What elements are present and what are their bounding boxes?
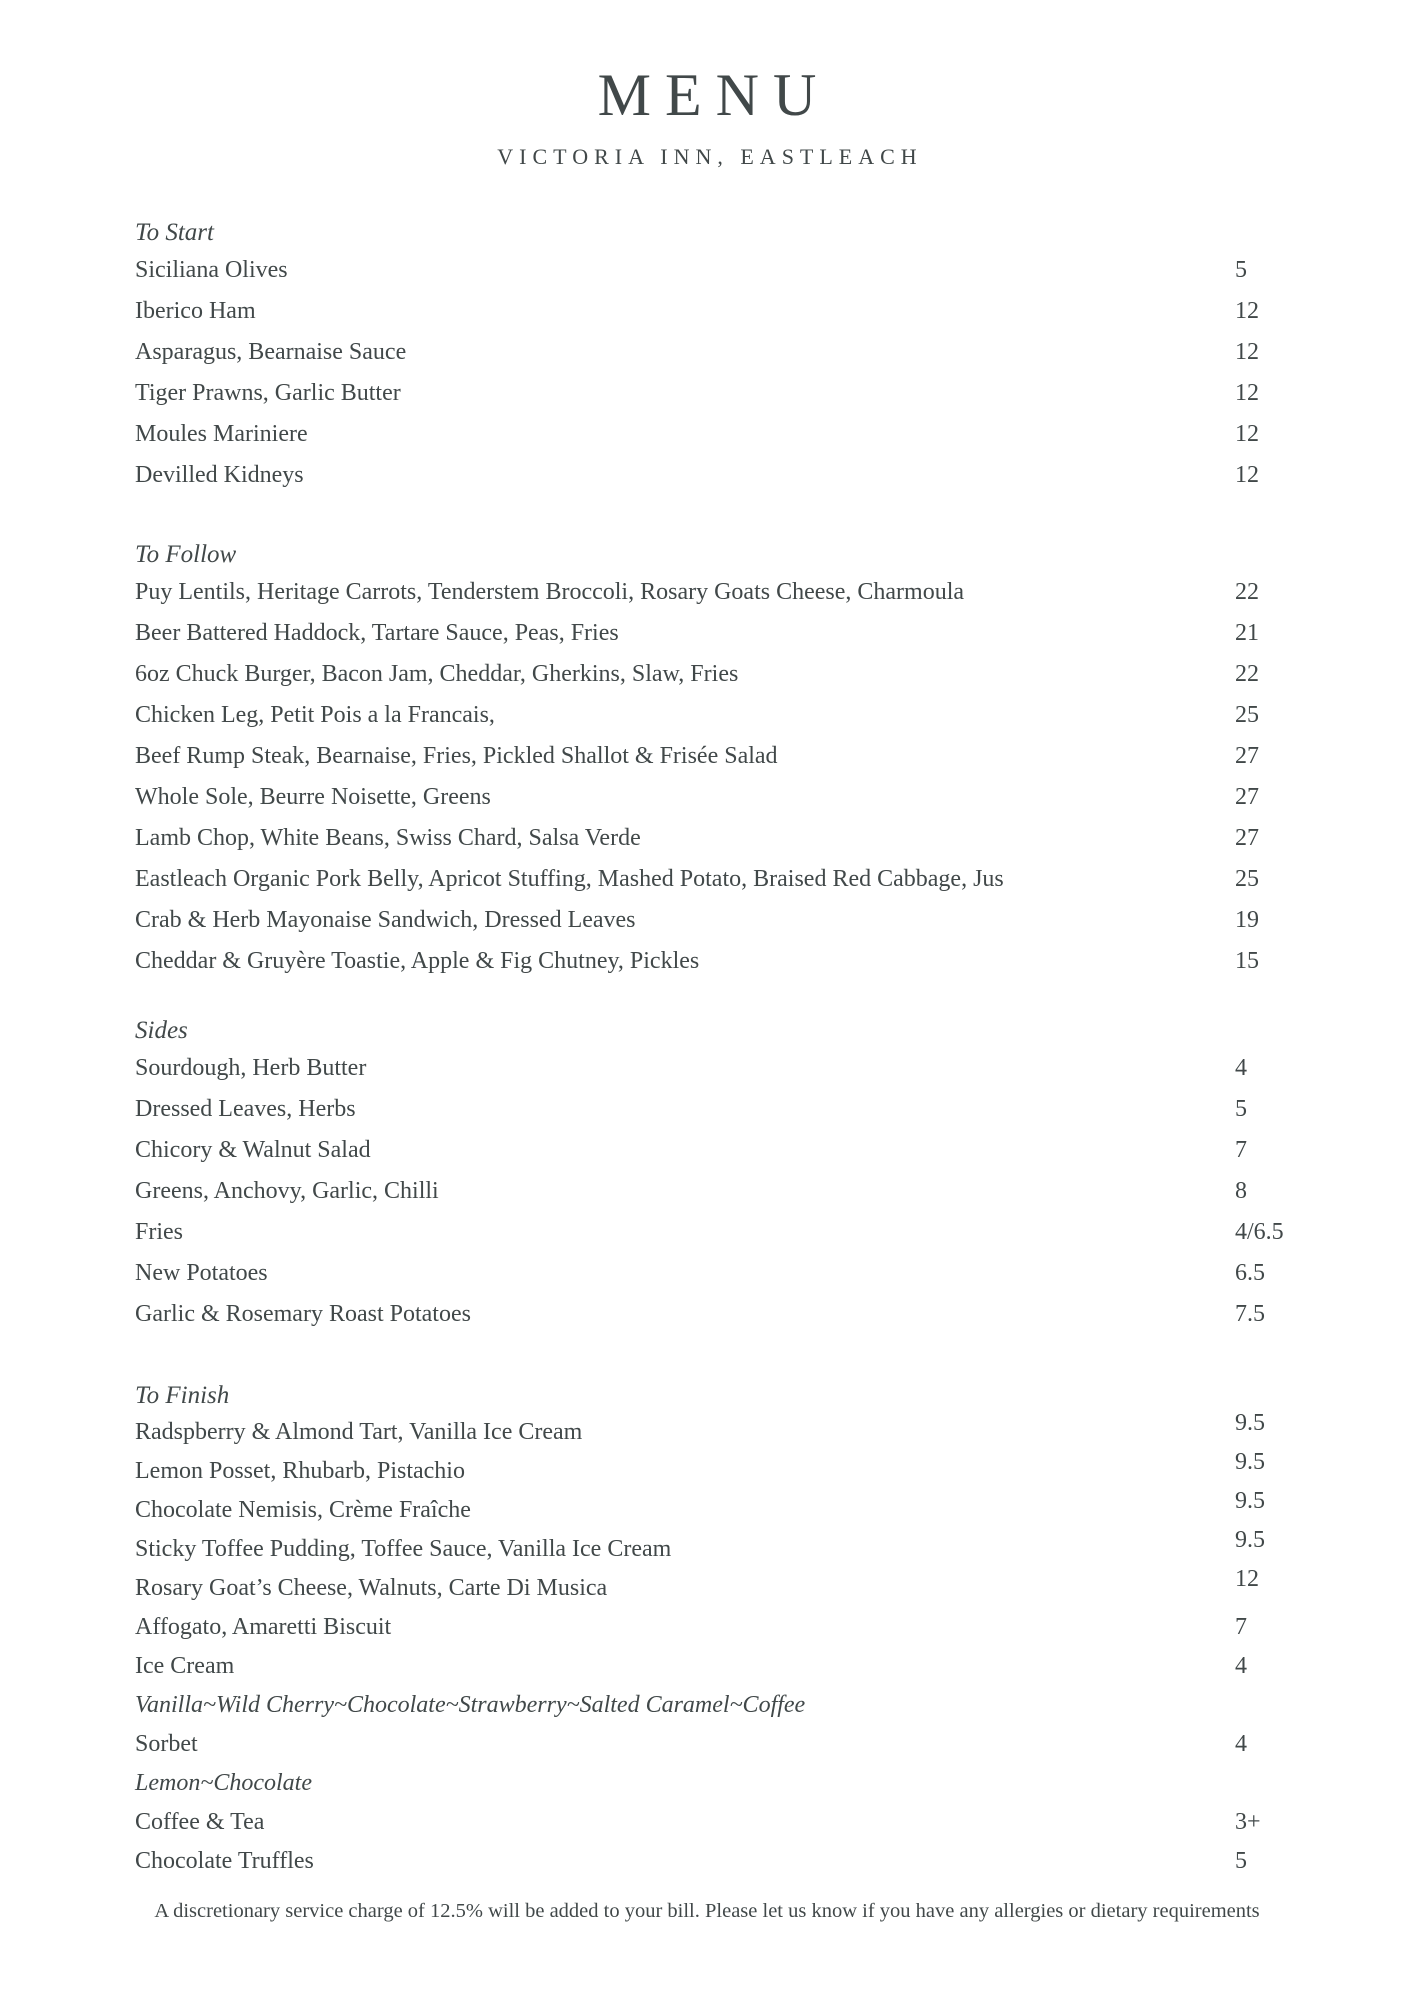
item-price: 4 bbox=[1235, 1653, 1247, 1680]
item-name: Lamb Chop, White Beans, Swiss Chard, Salsa Verde bbox=[135, 825, 641, 852]
item-variants-note: Vanilla~Wild Cherry~Chocolate~Strawberry~Salted Caramel~Coffee bbox=[135, 1692, 806, 1719]
item-name: Beef Rump Steak, Bearnaise, Fries, Pickled Shallot & Frisée Salad bbox=[135, 743, 778, 770]
item-name: New Potatoes bbox=[135, 1260, 268, 1287]
menu-item-row bbox=[135, 1089, 1355, 1130]
menu-item-row bbox=[135, 654, 1355, 695]
item-price: 27 bbox=[1235, 784, 1259, 811]
item-price: 9.5 bbox=[1235, 1449, 1265, 1476]
menu-item-row bbox=[135, 1647, 1355, 1686]
item-price: 7 bbox=[1235, 1614, 1247, 1641]
item-name: Sorbet bbox=[135, 1731, 198, 1758]
menu-item-row bbox=[135, 455, 1355, 496]
item-price: 5 bbox=[1235, 1096, 1247, 1123]
menu-item-row bbox=[135, 777, 1355, 818]
item-name: Garlic & Rosemary Roast Potatoes bbox=[135, 1301, 471, 1328]
item-name: Ice Cream bbox=[135, 1653, 235, 1680]
item-price: 21 bbox=[1235, 620, 1259, 647]
menu-item-row bbox=[135, 1294, 1355, 1335]
item-name: Chocolate Nemisis, Crème Fraîche bbox=[135, 1497, 471, 1524]
item-name: Coffee & Tea bbox=[135, 1809, 265, 1836]
item-price: 3+ bbox=[1235, 1809, 1261, 1836]
item-name: Siciliana Olives bbox=[135, 257, 288, 284]
item-price: 22 bbox=[1235, 579, 1259, 606]
item-name: Whole Sole, Beurre Noisette, Greens bbox=[135, 784, 491, 811]
item-price: 6.5 bbox=[1235, 1260, 1265, 1287]
item-variants-note: Lemon~Chocolate bbox=[135, 1770, 312, 1797]
item-price: 19 bbox=[1235, 907, 1259, 934]
page-title: MENU bbox=[597, 62, 831, 128]
item-name: 6oz Chuck Burger, Bacon Jam, Cheddar, Gherkins, Slaw, Fries bbox=[135, 661, 739, 688]
section-heading-sides: Sides bbox=[135, 1017, 188, 1045]
item-name: Crab & Herb Mayonaise Sandwich, Dressed Leaves bbox=[135, 907, 636, 934]
item-name: Dressed Leaves, Herbs bbox=[135, 1096, 356, 1123]
menu-section-to-follow bbox=[135, 538, 1355, 982]
menu-note-row bbox=[135, 1686, 1355, 1725]
service-charge-note: A discretionary service charge of 12.5% will be added to your bill. Please let us know if you have any allergies or dietary requirements bbox=[154, 1900, 1260, 1922]
item-price: 9.5 bbox=[1235, 1488, 1265, 1515]
menu-item-row bbox=[135, 373, 1355, 414]
item-price: 9.5 bbox=[1235, 1527, 1265, 1554]
item-name: Eastleach Organic Pork Belly, Apricot Stuffing, Mashed Potato, Braised Red Cabbage, Jus bbox=[135, 866, 1004, 893]
item-price: 12 bbox=[1235, 421, 1259, 448]
item-price: 4 bbox=[1235, 1731, 1247, 1758]
item-price: 12 bbox=[1235, 298, 1259, 325]
menu-item-row bbox=[135, 1608, 1355, 1647]
menu-item-row bbox=[135, 1803, 1355, 1842]
item-name: Chicory & Walnut Salad bbox=[135, 1137, 371, 1164]
item-price: 5 bbox=[1235, 257, 1247, 284]
item-price: 15 bbox=[1235, 948, 1259, 975]
item-name: Lemon Posset, Rhubarb, Pistachio bbox=[135, 1458, 465, 1485]
menu-item-row bbox=[135, 1212, 1355, 1253]
menu-item-row bbox=[135, 1449, 1355, 1491]
menu-item-row bbox=[135, 1171, 1355, 1212]
item-price: 12 bbox=[1235, 339, 1259, 366]
item-name: Sticky Toffee Pudding, Toffee Sauce, Vanilla Ice Cream bbox=[135, 1536, 672, 1563]
menu-item-row bbox=[135, 572, 1355, 613]
menu-item-row bbox=[135, 1527, 1355, 1569]
menu-sections bbox=[0, 216, 1414, 1881]
menu-header bbox=[0, 62, 1414, 170]
item-price: 4 bbox=[1235, 1055, 1247, 1082]
item-price: 4/6.5 bbox=[1235, 1219, 1284, 1246]
item-price: 27 bbox=[1235, 743, 1259, 770]
menu-section-to-finish bbox=[135, 1379, 1355, 1881]
item-price: 12 bbox=[1235, 1566, 1259, 1593]
menu-item-row bbox=[135, 291, 1355, 332]
menu-item-row bbox=[135, 818, 1355, 859]
menu-note-row bbox=[135, 1764, 1355, 1803]
item-price: 12 bbox=[1235, 380, 1259, 407]
item-name: Tiger Prawns, Garlic Butter bbox=[135, 380, 401, 407]
item-price: 9.5 bbox=[1235, 1410, 1265, 1437]
item-price: 22 bbox=[1235, 661, 1259, 688]
menu-item-row bbox=[135, 859, 1355, 900]
item-name: Beer Battered Haddock, Tartare Sauce, Peas, Fries bbox=[135, 620, 619, 647]
section-heading-to-start: To Start bbox=[135, 219, 214, 247]
menu-item-row bbox=[135, 414, 1355, 455]
item-name: Radspberry & Almond Tart, Vanilla Ice Cream bbox=[135, 1419, 583, 1446]
menu-item-row bbox=[135, 695, 1355, 736]
item-price: 5 bbox=[1235, 1848, 1247, 1875]
section-heading-to-finish: To Finish bbox=[135, 1382, 230, 1410]
menu-section-sides bbox=[135, 1014, 1355, 1335]
item-name: Affogato, Amaretti Biscuit bbox=[135, 1614, 392, 1641]
item-name: Chocolate Truffles bbox=[135, 1848, 314, 1875]
item-name: Sourdough, Herb Butter bbox=[135, 1055, 367, 1082]
menu-item-row bbox=[135, 1253, 1355, 1294]
item-name: Cheddar & Gruyère Toastie, Apple & Fig Chutney, Pickles bbox=[135, 948, 700, 975]
item-name: Chicken Leg, Petit Pois a la Francais, bbox=[135, 702, 495, 729]
item-name: Greens, Anchovy, Garlic, Chilli bbox=[135, 1178, 439, 1205]
section-heading-to-follow: To Follow bbox=[135, 541, 237, 569]
menu-item-row bbox=[135, 1566, 1355, 1608]
menu-item-row bbox=[135, 250, 1355, 291]
menu-item-row bbox=[135, 1048, 1355, 1089]
item-price: 27 bbox=[1235, 825, 1259, 852]
menu-item-row bbox=[135, 736, 1355, 777]
item-price: 8 bbox=[1235, 1178, 1247, 1205]
item-name: Moules Mariniere bbox=[135, 421, 308, 448]
menu-item-row bbox=[135, 900, 1355, 941]
menu-item-row bbox=[135, 613, 1355, 654]
item-price: 25 bbox=[1235, 866, 1259, 893]
menu-item-row bbox=[135, 1488, 1355, 1530]
menu-item-row bbox=[135, 1130, 1355, 1171]
page-subtitle: VICTORIA INN, EASTLEACH bbox=[497, 144, 923, 169]
menu-item-row bbox=[135, 1410, 1355, 1452]
item-name: Fries bbox=[135, 1219, 183, 1246]
menu-item-row bbox=[135, 332, 1355, 373]
item-name: Asparagus, Bearnaise Sauce bbox=[135, 339, 407, 366]
menu-item-row bbox=[135, 1842, 1355, 1881]
item-name: Rosary Goat’s Cheese, Walnuts, Carte Di Musica bbox=[135, 1575, 608, 1602]
menu-item-row bbox=[135, 941, 1355, 982]
menu-item-row bbox=[135, 1725, 1355, 1764]
item-price: 25 bbox=[1235, 702, 1259, 729]
item-name: Devilled Kidneys bbox=[135, 462, 304, 489]
menu-section-to-start bbox=[135, 216, 1355, 496]
item-name: Puy Lentils, Heritage Carrots, Tenderstem Broccoli, Rosary Goats Cheese, Charmoula bbox=[135, 579, 965, 606]
item-price: 7.5 bbox=[1235, 1301, 1265, 1328]
item-price: 12 bbox=[1235, 462, 1259, 489]
item-name: Iberico Ham bbox=[135, 298, 256, 325]
item-price: 7 bbox=[1235, 1137, 1247, 1164]
